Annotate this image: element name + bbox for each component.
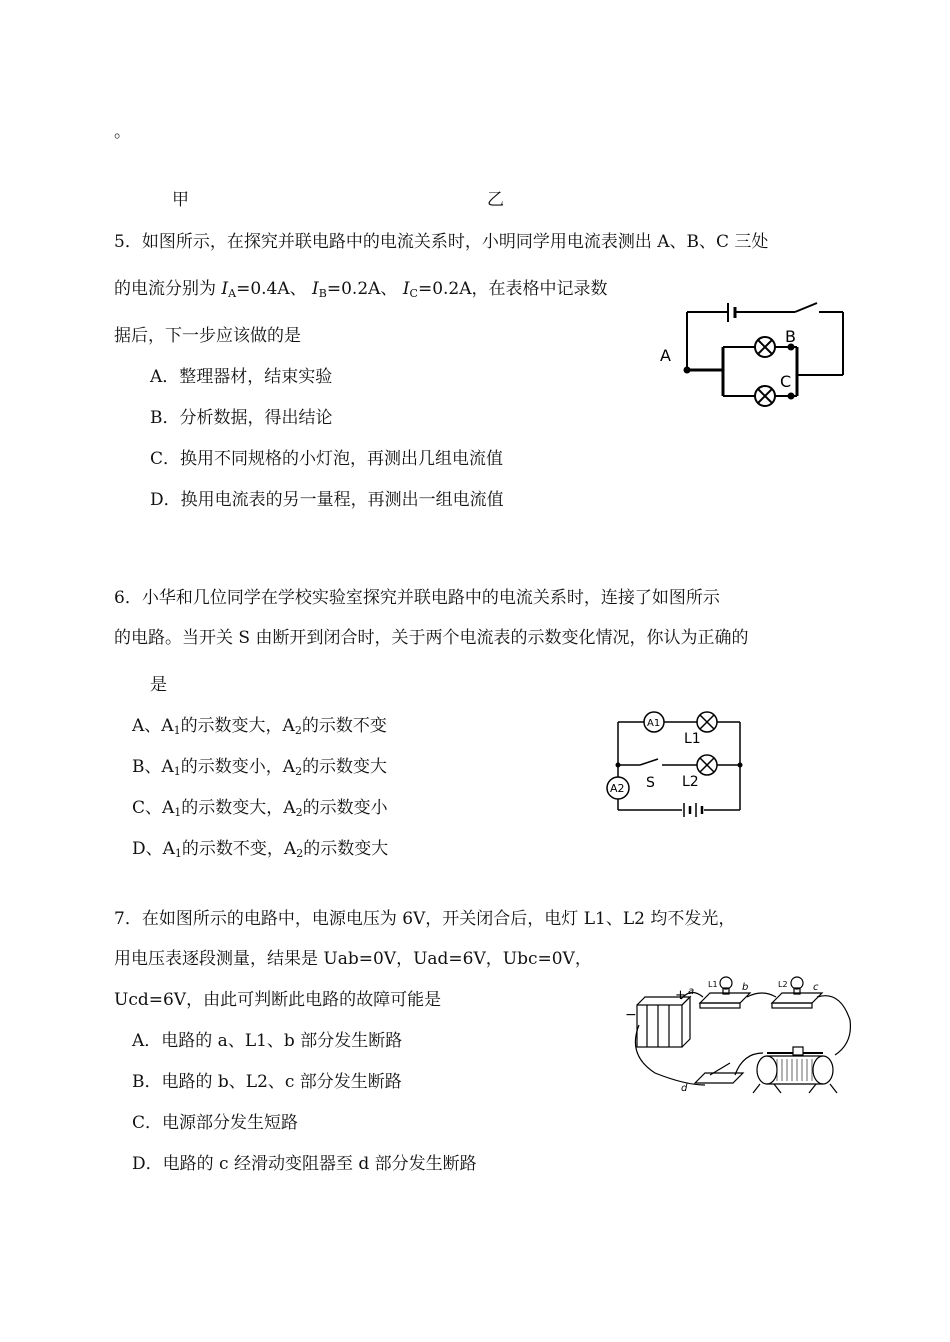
node-c <box>788 393 795 400</box>
ammeter-a1-label: A1 <box>647 718 661 729</box>
q5-option-b[interactable]: B．分析数据，得出结论 <box>150 408 333 428</box>
bulb-l1 <box>720 977 732 989</box>
q5-parallel-circuit-diagram <box>655 300 855 415</box>
current-a-subscript: A <box>228 287 237 300</box>
current-b-value: =0.2A、 <box>326 279 403 299</box>
option-text: 的示数变小 <box>302 798 388 818</box>
option-text: 的示数不变，A <box>181 839 297 859</box>
option-text: C、A <box>132 798 175 818</box>
battery-pack <box>637 1005 682 1047</box>
option-text: 的示数变大，A <box>181 798 296 818</box>
subscript: 2 <box>295 765 303 778</box>
q7-option-a[interactable]: A．电路的 a、L1、b 部分发生断路 <box>132 1031 403 1051</box>
rheostat-slider <box>793 1047 803 1055</box>
option-text: 的示数不变 <box>301 716 387 736</box>
battery-plus: + <box>675 988 686 1003</box>
q7-stem-line1: 7．在如图所示的电路中，电源电压为 6V，开关闭合后，电灯 L1、L2 均不发光， <box>114 909 736 929</box>
label-b: B <box>785 327 796 346</box>
q6-stem-line3: 是 <box>150 675 167 695</box>
subscript: 1 <box>174 806 182 819</box>
q6-option-a[interactable] <box>132 718 387 735</box>
current-b-symbol: I <box>312 279 319 299</box>
junction-left <box>616 763 621 768</box>
q5-stem-line1: 5．如图所示，在探究并联电路中的电流关系时，小明同学用电流表测出 A、B、C 三处 <box>114 232 769 252</box>
subscript: 2 <box>296 847 304 860</box>
subscript: 2 <box>294 724 302 737</box>
q6-stem-line2: 的电路。当开关 S 由断开到闭合时，关于两个电流表的示数变化情况，你认为正确的 <box>114 628 749 648</box>
label-c: C <box>780 372 792 391</box>
terminal-d: d <box>681 1083 688 1094</box>
q7-option-b[interactable]: B．电路的 b、L2、c 部分发生断路 <box>132 1072 402 1092</box>
q7-physical-circuit-diagram <box>625 975 860 1100</box>
stray-period: 。 <box>114 122 131 142</box>
subscript: 2 <box>295 806 303 819</box>
q5-option-d[interactable]: D．换用电流表的另一量程，再测出一组电流值 <box>150 490 504 510</box>
lamp-l1-label: L1 <box>684 731 701 747</box>
rheostat-left-end <box>757 1056 777 1084</box>
current-b-subscript: B <box>318 287 327 300</box>
subscript: 1 <box>174 847 182 860</box>
node-a <box>684 367 691 374</box>
q5-option-a[interactable]: A．整理器材，结束实验 <box>150 367 333 387</box>
option-text: 的示数变大 <box>303 839 389 859</box>
q5-stem-line2 <box>114 281 608 298</box>
current-c-symbol: I <box>402 279 410 299</box>
q6-ammeter-circuit-diagram <box>600 710 750 820</box>
option-text: D、A <box>132 839 175 859</box>
q6-stem-line1: 6．小华和几位同学在学校实验室探究并联电路中的电流关系时，连接了如图所示 <box>114 588 720 608</box>
ammeter-a2-label: A2 <box>610 782 625 795</box>
q6-option-c[interactable] <box>132 800 388 817</box>
q7-option-c[interactable]: C．电源部分发生短路 <box>132 1113 299 1133</box>
lamp-l2-label: L2 <box>778 980 788 989</box>
terminal-b: b <box>742 982 749 993</box>
current-a-symbol: I <box>221 279 229 299</box>
current-c-value: =0.2A，在表格中记录数 <box>417 279 608 299</box>
q6-option-d[interactable] <box>132 841 388 858</box>
bulb-l2 <box>791 977 803 989</box>
option-text: A、A <box>132 716 174 736</box>
label-a: A <box>660 346 671 365</box>
option-text: B、A <box>132 757 174 777</box>
option-text: 的示数变大，A <box>180 716 295 736</box>
switch-s-label: S <box>646 775 655 791</box>
switch-lever <box>795 303 817 312</box>
battery-minus: − <box>625 1007 637 1023</box>
subscript: 1 <box>173 765 181 778</box>
lamp-l2-label: L2 <box>682 774 699 790</box>
option-text: 的示数变大 <box>302 757 388 777</box>
q6-option-b[interactable] <box>132 759 387 776</box>
current-c-subscript: C <box>409 287 418 300</box>
q5-option-c[interactable]: C．换用不同规格的小灯泡，再测出几组电流值 <box>150 449 504 469</box>
terminal-a: a <box>688 986 695 997</box>
q7-option-d[interactable]: D．电路的 c 经滑动变阻器至 d 部分发生断路 <box>132 1154 477 1174</box>
terminal-c: c <box>813 982 819 993</box>
q7-stem-line3: Ucd=6V，由此可判断此电路的故障可能是 <box>114 990 442 1010</box>
junction-right <box>738 763 743 768</box>
figure-label-yi: 乙 <box>487 190 504 210</box>
option-text: 的示数变小，A <box>180 757 296 777</box>
subscript: 1 <box>173 724 181 737</box>
current-a-value: =0.4A、 <box>236 279 313 299</box>
q5-stem-prefix: 的电流分别为 <box>114 279 222 299</box>
lamp-l1-label: L1 <box>708 980 718 989</box>
q5-stem-line3: 据后，下一步应该做的是 <box>114 326 301 346</box>
q7-stem-line2: 用电压表逐段测量，结果是 Uab=0V，Uad=6V，Ubc=0V， <box>114 949 592 969</box>
figure-label-jia: 甲 <box>172 190 189 210</box>
